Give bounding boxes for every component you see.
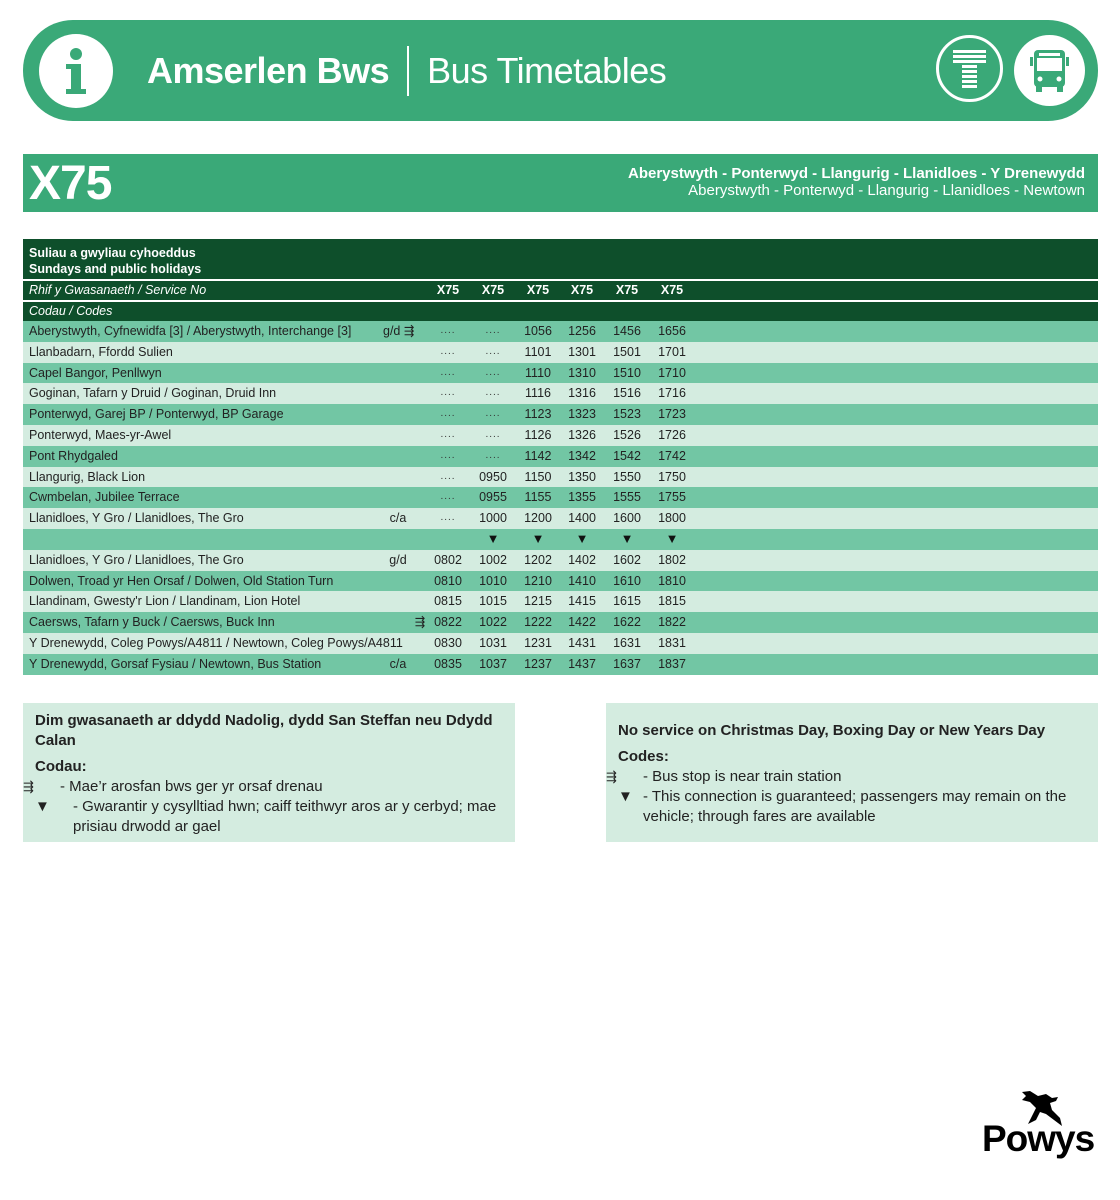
- time-cell: 1150: [524, 469, 552, 484]
- connection-triangle-icon: ▼: [618, 788, 633, 805]
- time-cell: 1602: [613, 552, 641, 567]
- stop-name: Capel Bangor, Penllwyn: [29, 365, 162, 380]
- service-label: Rhif y Gwasanaeth / Service No: [29, 283, 207, 297]
- stop-code: ⇶: [414, 615, 426, 630]
- info-icon: [39, 34, 113, 108]
- time-cell: ....: [485, 366, 501, 378]
- time-cell: ....: [485, 408, 501, 420]
- day-english: Sundays and public holidays: [29, 262, 202, 276]
- notes-english: [606, 703, 1098, 842]
- connection-code-english: [618, 787, 1086, 827]
- rail-code-english: [606, 767, 1086, 787]
- stop-name: Llanidloes, Y Gro / Llanidloes, The Gro: [29, 511, 244, 526]
- table-row: [23, 363, 1098, 384]
- table-row: [23, 654, 1098, 675]
- time-cell: 0802: [434, 552, 462, 567]
- time-cell: 1101: [524, 344, 552, 359]
- stop-name: Y Drenewydd, Gorsaf Fysiau / Newtown, Bus Station: [29, 656, 322, 671]
- time-cell: 1810: [658, 573, 686, 588]
- stop-code: c/a: [389, 656, 407, 671]
- time-cell: ....: [440, 325, 456, 336]
- time-cell: 1202: [524, 552, 552, 567]
- bus-icon: [1014, 35, 1085, 106]
- time-cell: 1802: [658, 552, 686, 567]
- codes-label-welsh: Codau:: [35, 758, 87, 775]
- table-row: [23, 591, 1098, 612]
- time-cell: 1037: [479, 656, 507, 671]
- connection-triangle-icon: ▼: [35, 798, 50, 815]
- time-cell: 1323: [568, 407, 596, 422]
- table-row: [23, 550, 1098, 571]
- time-cell: 1555: [613, 490, 641, 505]
- time-cell: 1542: [613, 448, 641, 463]
- codes-row: [23, 302, 1098, 321]
- time-cell: 1056: [524, 324, 552, 338]
- service-number: X75: [570, 283, 594, 297]
- table-row: [23, 467, 1098, 488]
- no-service-note-welsh: Dim gwasanaeth ar ddydd Nadolig, dydd San Steffan neu Ddydd Calan: [35, 712, 493, 749]
- time-cell: 0830: [434, 635, 462, 650]
- time-cell: 0835: [434, 656, 462, 671]
- stop-name: Cwmbelan, Jubilee Terrace: [29, 490, 180, 505]
- time-cell: 1342: [568, 448, 596, 463]
- time-cell: 1000: [479, 511, 507, 526]
- table-row: [23, 383, 1098, 404]
- time-cell: 1615: [613, 594, 641, 609]
- time-cell: 1622: [613, 615, 641, 630]
- traveline-t-icon: [936, 35, 1003, 102]
- time-cell: 1631: [613, 635, 641, 650]
- time-cell: 1015: [479, 594, 507, 609]
- time-cell: ....: [440, 345, 456, 357]
- page-title: [147, 47, 666, 95]
- stop-code: g/d ⇶: [383, 324, 415, 338]
- connection-triangle-icon: ▼: [531, 530, 545, 546]
- time-cell: 1550: [613, 469, 641, 484]
- train-station-icon: ⇶: [23, 779, 32, 794]
- time-cell: 1516: [613, 386, 641, 401]
- time-cell: 1142: [524, 448, 552, 463]
- service-number: X75: [615, 283, 639, 297]
- time-cell: 1326: [568, 427, 596, 442]
- table-row: [23, 612, 1098, 633]
- time-cell: 1210: [524, 573, 552, 588]
- stop-code: c/a: [389, 511, 407, 526]
- table-row: [23, 487, 1098, 508]
- time-cell: 1415: [568, 594, 596, 609]
- connection-code-welsh: [35, 797, 503, 837]
- time-cell: 1526: [613, 427, 641, 442]
- time-cell: 1726: [658, 427, 686, 442]
- connection-triangle-icon: ▼: [665, 530, 679, 546]
- time-cell: 1723: [658, 407, 686, 422]
- time-cell: 1750: [658, 469, 686, 484]
- day-header: [23, 239, 1098, 279]
- title-divider: [407, 46, 409, 96]
- timetable-body: [23, 321, 1098, 675]
- time-cell: ....: [440, 366, 456, 378]
- time-cell: 1837: [658, 656, 686, 671]
- time-cell: 1831: [658, 635, 686, 650]
- time-cell: ....: [440, 470, 456, 482]
- stop-name: Dolwen, Troad yr Hen Orsaf / Dolwen, Old Station Turn: [29, 573, 334, 588]
- time-cell: ....: [440, 449, 456, 461]
- service-number: X75: [526, 283, 550, 297]
- stop-name: Llanidloes, Y Gro / Llanidloes, The Gro: [29, 552, 244, 567]
- time-cell: 1116: [525, 386, 551, 401]
- time-cell: 1800: [658, 511, 686, 526]
- rail-code-text: - Mae’r arosfan bws ger yr orsaf drenau: [60, 778, 323, 795]
- time-cell: 1215: [524, 594, 552, 609]
- time-cell: 0815: [434, 594, 462, 609]
- route-description-english: Aberystwyth - Ponterwyd - Llangurig - Llanidloes - Newtown: [688, 182, 1085, 199]
- time-cell: 1155: [524, 490, 552, 505]
- stop-name: Pont Rhydgaled: [29, 448, 118, 463]
- time-cell: ....: [440, 512, 456, 524]
- time-cell: 1350: [568, 469, 596, 484]
- stop-name: Caersws, Tafarn y Buck / Caersws, Buck Inn: [29, 615, 275, 630]
- connection-triangle-icon: ▼: [620, 530, 634, 546]
- connection-code-text: - Gwarantir y cysylltiad hwn; caiff teithwyr aros ar y cerbyd; mae prisiau drwodd ar gael: [73, 798, 497, 835]
- time-cell: 1022: [479, 615, 507, 630]
- time-cell: 1431: [568, 635, 596, 650]
- time-cell: ....: [485, 428, 501, 440]
- table-row: [23, 446, 1098, 467]
- stop-name: Goginan, Tafarn y Druid / Goginan, Druid Inn: [29, 386, 277, 401]
- time-cell: 1656: [658, 324, 686, 338]
- time-cell: 1126: [524, 427, 552, 442]
- time-cell: 1256: [568, 324, 596, 338]
- table-row: [23, 425, 1098, 446]
- time-cell: 1410: [568, 573, 596, 588]
- route-number: X75: [29, 157, 112, 210]
- stop-name: Llanbadarn, Ffordd Sulien: [29, 344, 173, 359]
- time-cell: ....: [485, 325, 501, 336]
- table-row: [23, 508, 1098, 529]
- service-row: [23, 281, 1098, 300]
- time-cell: 0810: [434, 573, 462, 588]
- time-cell: 1742: [658, 448, 686, 463]
- time-cell: 1222: [524, 615, 552, 630]
- time-cell: 1310: [568, 365, 596, 380]
- stop-name: Llangurig, Black Lion: [29, 469, 146, 484]
- no-service-note-english: No service on Christmas Day, Boxing Day or New Years Day: [618, 722, 1046, 739]
- powys-wordmark: Powys: [982, 1118, 1095, 1159]
- time-cell: 0822: [434, 615, 462, 630]
- time-cell: 1123: [524, 407, 552, 422]
- time-cell: 1710: [658, 365, 686, 380]
- time-cell: 1437: [568, 656, 596, 671]
- title-welsh: Amserlen Bws: [147, 50, 390, 91]
- day-welsh: Suliau a gwyliau cyhoeddus: [29, 246, 196, 260]
- time-cell: 1237: [524, 656, 552, 671]
- time-cell: 1523: [613, 407, 641, 422]
- time-cell: 1701: [658, 344, 686, 359]
- service-number: X75: [660, 283, 684, 297]
- table-row: [23, 571, 1098, 592]
- time-cell: 1501: [613, 344, 641, 359]
- powys-logo: [982, 1088, 1102, 1168]
- time-cell: 1355: [568, 490, 596, 505]
- rail-code-welsh: [23, 777, 503, 797]
- connection-triangle-icon: ▼: [575, 530, 589, 546]
- stop-name: Ponterwyd, Maes-yr-Awel: [29, 427, 172, 442]
- stop-code: g/d: [389, 552, 407, 567]
- time-cell: 0955: [479, 490, 507, 505]
- stop-name: Llandinam, Gwesty'r Lion / Llandinam, Lion Hotel: [29, 594, 301, 609]
- time-cell: 1402: [568, 552, 596, 567]
- time-cell: 1400: [568, 511, 596, 526]
- service-number: X75: [481, 283, 505, 297]
- stop-name: Ponterwyd, Garej BP / Ponterwyd, BP Garage: [29, 407, 284, 422]
- service-number: X75: [436, 283, 460, 297]
- time-cell: 1231: [524, 635, 552, 650]
- connection-triangle-icon: ▼: [486, 530, 500, 546]
- rail-code-text: - Bus stop is near train station: [643, 768, 842, 785]
- time-cell: 1200: [524, 511, 552, 526]
- table-row: [23, 321, 1098, 342]
- notes-welsh: [23, 703, 515, 842]
- title-english: Bus Timetables: [427, 50, 667, 91]
- time-cell: 1002: [479, 552, 507, 567]
- route-description-welsh: Aberystwyth - Ponterwyd - Llangurig - Llanidloes - Y Drenewydd: [627, 165, 1085, 182]
- time-cell: 1815: [658, 594, 686, 609]
- time-cell: 1716: [658, 386, 686, 401]
- time-cell: 1822: [658, 615, 686, 630]
- time-cell: 1456: [613, 324, 641, 338]
- stop-name: Aberystwyth, Cyfnewidfa [3] / Aberystwyth, Interchange [3]: [29, 324, 352, 338]
- route-bar: [23, 154, 1098, 212]
- time-cell: 1610: [613, 573, 641, 588]
- table-row: [23, 404, 1098, 425]
- time-cell: 1316: [568, 386, 596, 401]
- time-cell: 1600: [613, 511, 641, 526]
- train-station-icon: ⇶: [606, 769, 615, 784]
- time-cell: 1110: [525, 365, 551, 380]
- time-cell: ....: [440, 387, 456, 399]
- time-cell: 1510: [613, 365, 641, 380]
- time-cell: 1031: [479, 635, 507, 650]
- codes-label-english: Codes:: [618, 748, 669, 765]
- time-cell: 1301: [568, 344, 596, 359]
- time-cell: ....: [485, 387, 501, 399]
- time-cell: 1422: [568, 615, 596, 630]
- time-cell: 0950: [479, 469, 507, 484]
- timetable: [23, 239, 1098, 675]
- connection-row: [23, 529, 1098, 550]
- header-banner: [23, 20, 1098, 121]
- time-cell: 1010: [479, 573, 507, 588]
- codes-label: Codau / Codes: [29, 304, 113, 318]
- time-cell: ....: [440, 491, 456, 503]
- time-cell: ....: [440, 408, 456, 420]
- time-cell: 1755: [658, 490, 686, 505]
- table-row: [23, 342, 1098, 363]
- time-cell: ....: [485, 449, 501, 461]
- stop-name: Y Drenewydd, Coleg Powys/A4811 / Newtown, Coleg Powys/A4811: [29, 635, 403, 650]
- time-cell: 1637: [613, 656, 641, 671]
- connection-code-text: - This connection is guaranteed; passengers may remain on the vehicle; through fares are available: [643, 788, 1067, 825]
- table-row: [23, 633, 1098, 654]
- time-cell: ....: [440, 428, 456, 440]
- time-cell: ....: [485, 345, 501, 357]
